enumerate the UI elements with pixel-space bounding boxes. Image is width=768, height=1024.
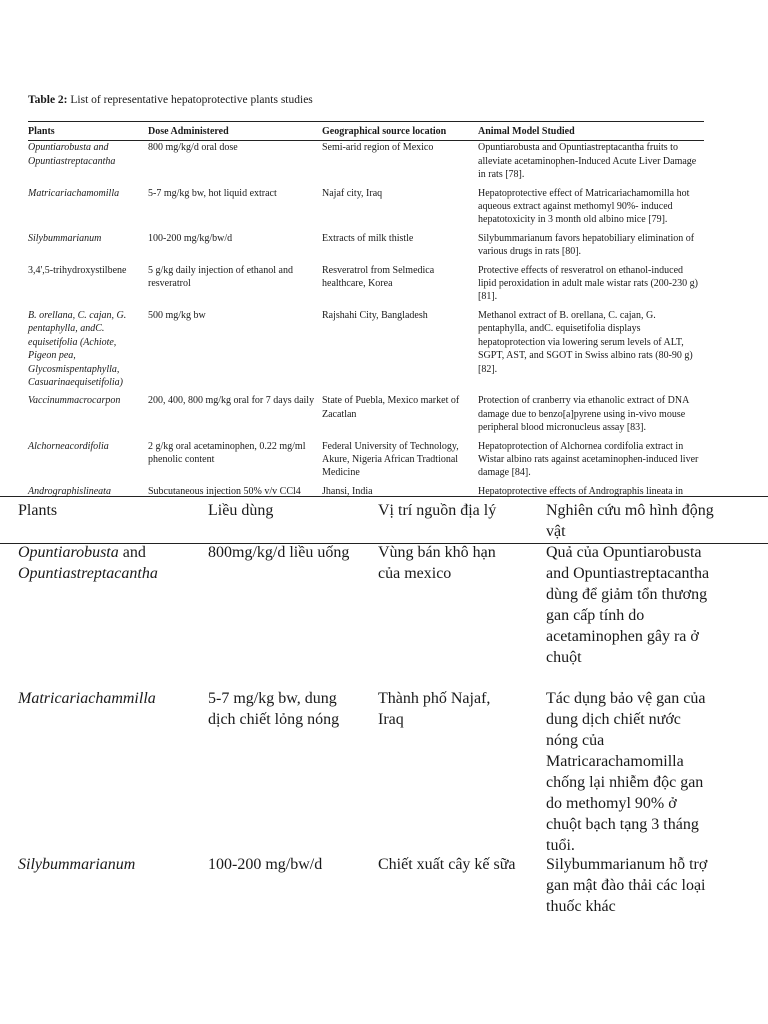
dose-cell: 200, 400, 800 mg/kg oral for 7 days daily [148, 395, 315, 407]
plant-cell: Alchorneacordifolia [28, 440, 109, 452]
dose-cell: 2 g/kg oral acetaminophen, 0.22 mg/ml phenolic content [148, 440, 306, 465]
table-row [28, 394, 704, 439]
geo-cell: Resveratrol from Selmedica healthcare, Korea [322, 264, 435, 290]
vn-model-cell: Tác dụng bảo vệ gan của dung dịch chiết nước nóng của Matricarachamomilla chống lại nhiễm độc gan do methomyl 90% ở chuột bạch tạng 3 tháng tuổi. [546, 690, 706, 854]
table-top-border [0, 496, 768, 497]
vn-header-plants: Plants [18, 502, 58, 519]
vn-header-dose: Liều dùng [208, 502, 274, 519]
dose-cell: 100-200 mg/kg/bw/d [148, 232, 233, 244]
dose-cell: 800 mg/kg/d oral dose [148, 142, 238, 154]
geo-cell: Semi-arid region of Mexico [322, 142, 434, 154]
plant-cell: Matricariachamomilla [28, 187, 120, 199]
translated-table [0, 496, 768, 1024]
table-caption [28, 94, 313, 106]
vn-header-geo: Vị trí nguồn địa lý [378, 502, 497, 519]
table-row [28, 309, 704, 394]
geo-cell: Federal University of Technology, Akure, Nigeria African Tradtional Medicine [322, 440, 459, 479]
header-model: Animal Model Studied [478, 122, 704, 141]
model-cell: Protection of cranberry via ethanolic extract of DNA damage due to benzo[a]pyrene using in-vivo mouse peripheral blood micronucleus assay [83]. [478, 395, 689, 434]
vn-model-cell: Quả của Opuntiarobusta and Opuntiastreptacantha dùng để giảm tổn thương gan cấp tính do acetaminophen gây ra ở chuột [546, 544, 710, 666]
model-cell: Opuntiarobusta and Opuntiastreptacantha fruits to alleviate acetaminophen-Induced Acute Liver Damage in rats [78]. [478, 142, 697, 181]
model-cell: Hepatoprotection of Alchornea cordifolia extract in Wistar albino rats against acetaminophen-induced liver damage [84]. [478, 440, 699, 479]
caption-label: Table 2: [28, 94, 68, 106]
geo-cell: State of Puebla, Mexico market of Zacatlan [322, 395, 460, 420]
header-dose: Dose Administered [148, 122, 322, 141]
dose-cell: 5-7 mg/kg bw, hot liquid extract [148, 187, 277, 199]
model-cell: Hepatoprotective effects of Andrographis lineata in [478, 485, 684, 496]
source-table [28, 121, 704, 496]
plant-cell: Vaccinummacrocarpon [28, 395, 121, 407]
plant-name: Opuntiastreptacantha [18, 565, 158, 582]
header-geo: Geographical source location [322, 122, 478, 141]
source-table-region [0, 0, 768, 496]
plant-name: Opuntiarobusta [18, 544, 119, 561]
model-cell: Silybummarianum favors hepatobiliary elimination of various drugs in rats [80]. [478, 232, 695, 258]
geo-cell: Extracts of milk thistle [322, 232, 414, 244]
vn-geo-cell: Vùng bán khô hạn của mexico [378, 544, 496, 582]
dose-cell: 500 mg/kg bw [148, 309, 206, 321]
plant-cell: Andrographislineata [28, 485, 111, 496]
plant-cell: B. orellana, C. cajan, G. pentaphylla, andC. equisetifolia (Achiote, Pigeon pea, Glycosmispentaphylla, Casuarinaequisetifolia) [28, 309, 127, 388]
geo-cell: Rajshahi City, Bangladesh [322, 309, 428, 321]
vn-plant-cell [18, 542, 198, 584]
geo-cell: Jhansi, India [322, 485, 373, 496]
source-table-header-row [28, 122, 704, 141]
plant-conjunction: and [118, 544, 146, 561]
vn-plant-cell: Silybummarianum [18, 856, 136, 873]
vn-geo-cell: Chiết xuất cây kế sữa [378, 856, 516, 873]
dose-cell: Subcutaneous injection 50% v/v CCl4 [148, 485, 301, 496]
plant-cell: Silybummarianum [28, 232, 102, 244]
model-cell: Hepatoprotective effect of Matricariachamomilla hot aqueous extract against methomyl 90%- induced hepatotoxicity in 3 month old albino mice [79]. [478, 187, 690, 226]
model-cell: Protective effects of resveratrol on ethanol-induced lipid peroxidation in adult male wistar rats (200-230 g) [81]. [478, 264, 698, 303]
vn-dose-cell: 800mg/kg/d liều uống [208, 544, 350, 561]
vn-dose-cell: 100-200 mg/bw/d [208, 856, 323, 873]
geo-cell: Najaf city, Iraq [322, 187, 383, 199]
table-row [28, 141, 704, 187]
vn-plant-cell: Matricariachammilla [18, 690, 156, 707]
table-row [28, 440, 704, 485]
dose-cell: 5 g/kg daily injection of ethanol and resveratrol [148, 264, 293, 290]
plant-cell: Opuntiarobusta and Opuntiastreptacantha [28, 142, 116, 167]
vn-header-model: Nghiên cứu mô hình động vật [546, 502, 714, 540]
table-row [28, 232, 704, 264]
caption-text: List of representative hepatoprotective plants studies [67, 94, 313, 106]
plant-cell: 3,4',5-trihydroxystilbene [28, 264, 127, 276]
table-row [28, 264, 704, 309]
model-cell: Methanol extract of B. orellana, C. cajan, G. pentaphylla, andC. equisetifolia displays hepatoprotection via lowering serum levels of ALT, SGPT, AST, and SGOT in Swiss albino rats (80-90 g) [82]. [478, 309, 693, 375]
vn-model-cell: Silybummarianum hỗ trợ gan mật đào thải các loại thuốc khác [546, 856, 708, 915]
header-plants: Plants [28, 122, 148, 141]
table-row [28, 485, 704, 496]
vn-geo-cell: Thành phố Najaf, Iraq [378, 690, 491, 728]
vn-dose-cell: 5-7 mg/kg bw, dung dịch chiết lỏng nóng [208, 690, 340, 728]
table-row [28, 187, 704, 232]
